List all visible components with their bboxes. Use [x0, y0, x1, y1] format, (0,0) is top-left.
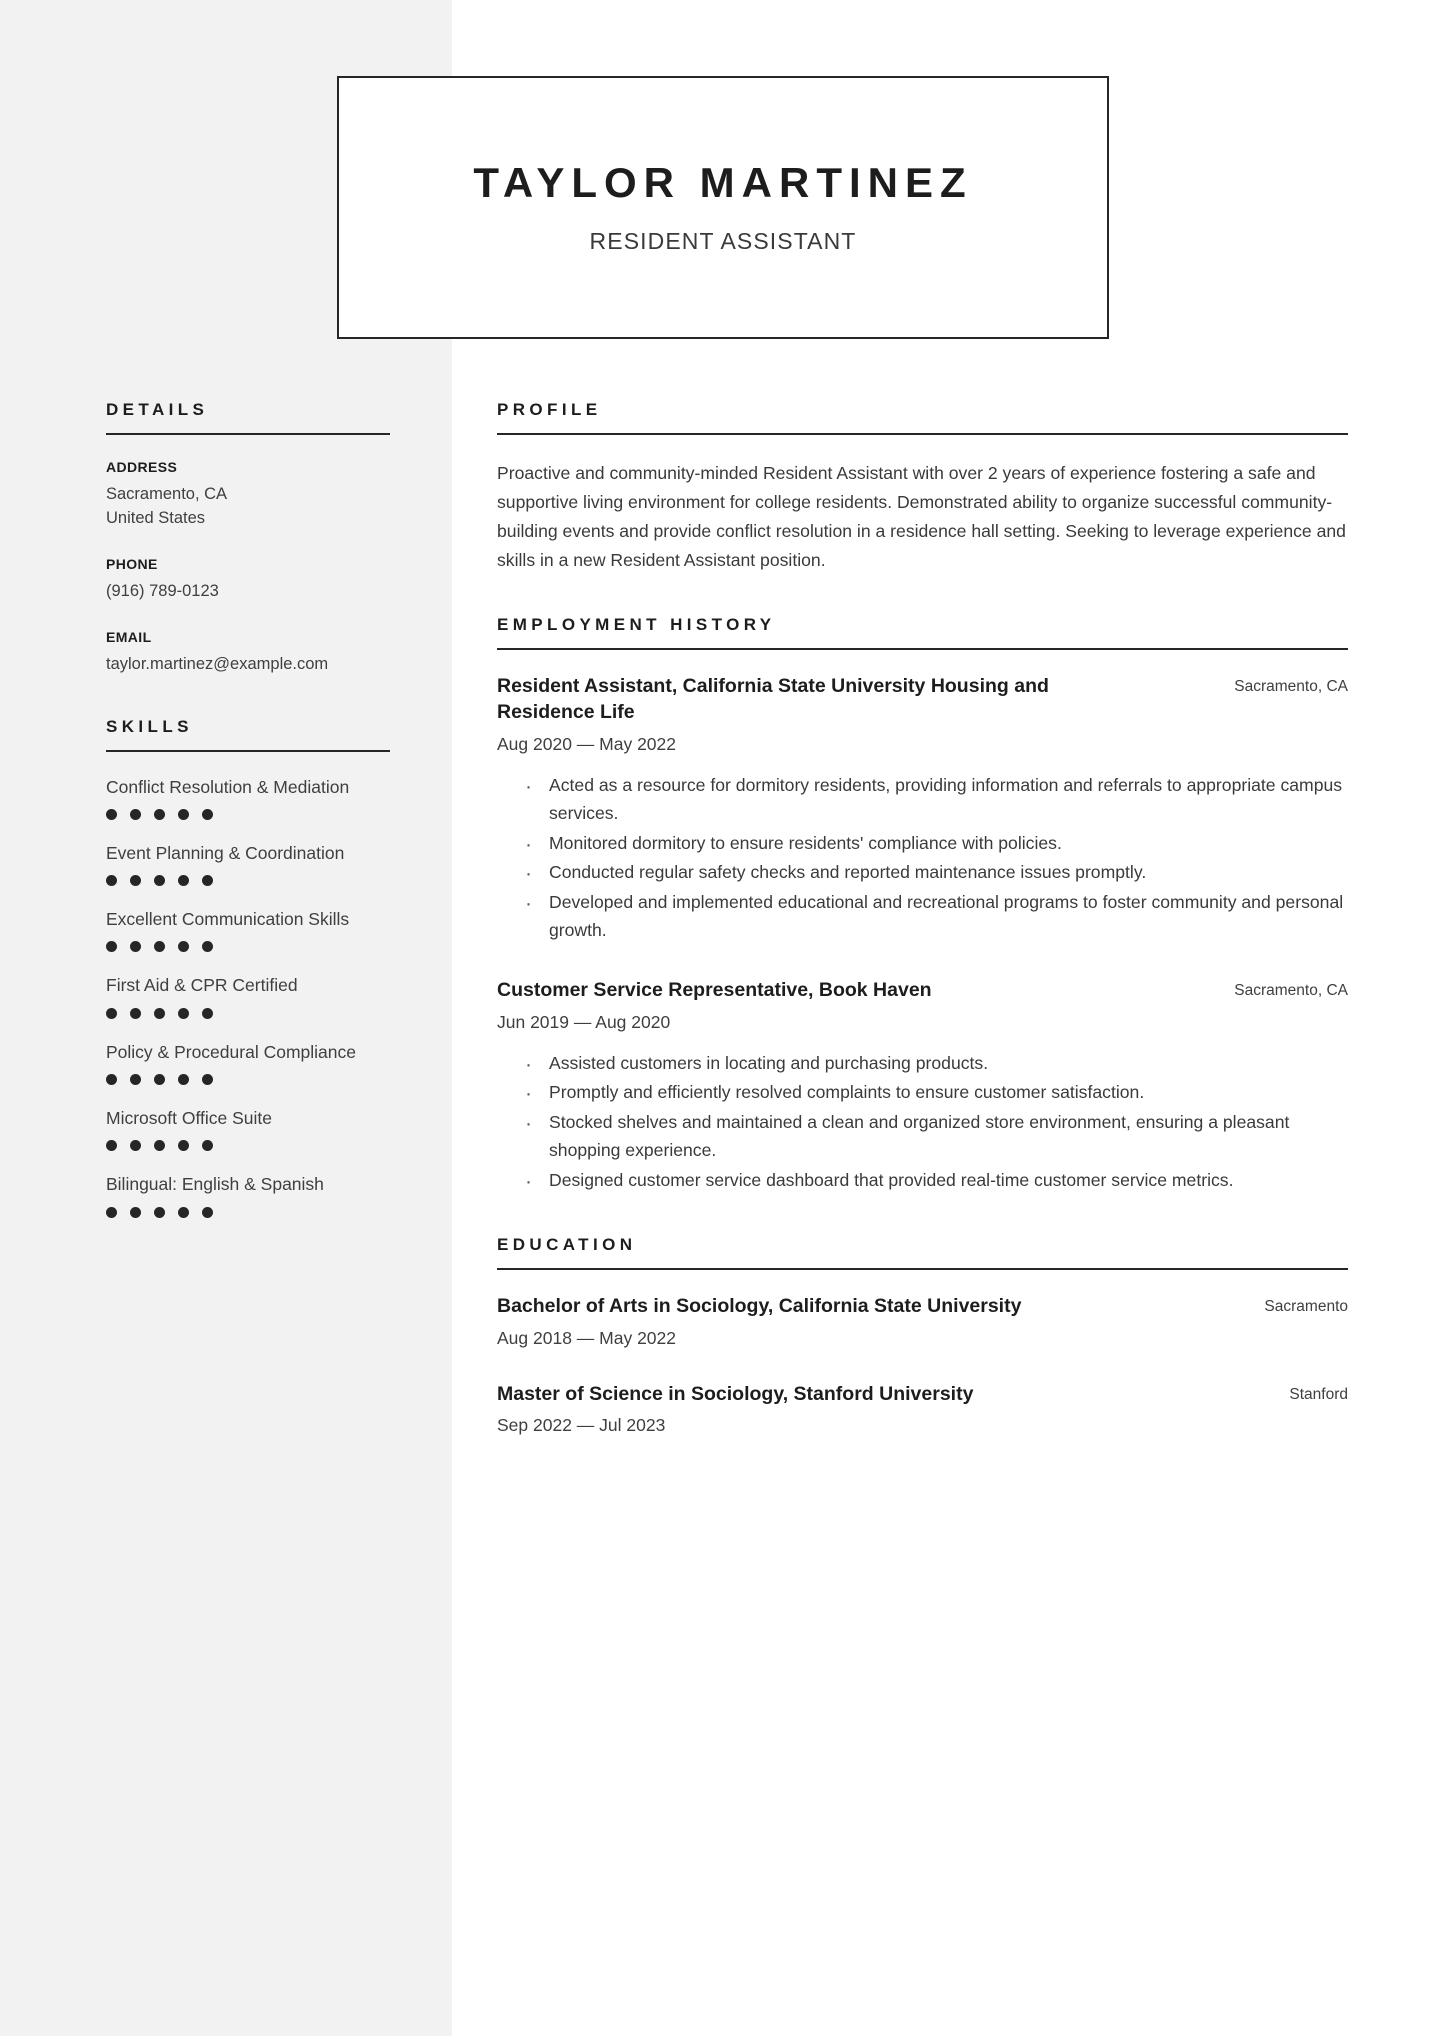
rating-dot-filled: [202, 875, 213, 886]
rating-dot-filled: [178, 1207, 189, 1218]
entry-dates: Aug 2018 — May 2022: [497, 1327, 677, 1348]
entry-title: Master of Science in Sociology, Stanford University: [497, 1382, 974, 1405]
entry-bullet: · Conducted regular safety checks and reported maintenance issues promptly.: [547, 859, 1348, 887]
skill-rating-dots: [106, 1140, 390, 1151]
rating-dot-filled: [178, 1140, 189, 1151]
employment-entry-list: [497, 674, 1348, 1195]
employment-section: [497, 615, 1348, 1195]
entry-bullet: · Acted as a resource for dormitory residents, providing information and referrals to appropriate campus services.: [547, 772, 1348, 828]
entry-header: [497, 1294, 1348, 1320]
profile-heading: PROFILE: [497, 400, 1348, 435]
rating-dot-filled: [154, 875, 165, 886]
rating-dot-filled: [154, 1140, 165, 1151]
entry-bullet: · Monitored dormitory to ensure residents' compliance with policies.: [547, 830, 1348, 858]
rating-dot-filled: [106, 1074, 117, 1085]
entry-dates: Aug 2020 — May 2022: [497, 733, 677, 754]
skill-name: Excellent Communication Skills: [106, 909, 350, 930]
education-section: [497, 1235, 1348, 1437]
skill-name: Conflict Resolution & Mediation: [106, 776, 350, 797]
skill-rating-dots: [106, 1207, 390, 1218]
rating-dot-filled: [130, 1074, 141, 1085]
entry-header: [497, 978, 1348, 1004]
detail-value: United States: [106, 508, 206, 527]
detail-value: (916) 789-0123: [106, 581, 219, 600]
entry-bullet: · Designed customer service dashboard that provided real-time customer service metrics.: [547, 1167, 1348, 1195]
entry-dates: Sep 2022 — Jul 2023: [497, 1415, 666, 1436]
rating-dot-filled: [106, 1207, 117, 1218]
skill-name: First Aid & CPR Certified: [106, 975, 298, 996]
education-heading: EDUCATION: [497, 1235, 1348, 1270]
skill-rating-dots: [106, 1074, 390, 1085]
rating-dot-filled: [154, 809, 165, 820]
rating-dot-filled: [130, 1008, 141, 1019]
rating-dot-filled: [154, 1008, 165, 1019]
entry-bullet-list: [497, 1050, 1348, 1195]
entry: [497, 1294, 1348, 1349]
rating-dot-filled: [130, 809, 141, 820]
profile-text: Proactive and community-minded Resident Assistant with over 2 years of experience fostering a safe and supportive living environment for college residents. Demonstrated ability to organize successful community-building events and provide conflict resolution in a residence hall setting. Seeking to leverage experience and skills in a new Resident Assistant position.: [497, 463, 1346, 571]
skill-name: Event Planning & Coordination: [106, 842, 345, 863]
rating-dot-filled: [202, 941, 213, 952]
skills-section: [106, 717, 390, 1218]
detail-label: PHONE: [106, 555, 158, 572]
detail-label: EMAIL: [106, 628, 152, 645]
entry-location: Stanford: [1289, 1385, 1348, 1403]
detail-label: ADDRESS: [106, 459, 178, 475]
skill-item: [106, 974, 390, 1018]
entry-location: Sacramento, CA: [1234, 678, 1348, 696]
skill-name: Microsoft Office Suite: [106, 1108, 272, 1129]
entry-bullet: · Developed and implemented educational and recreational programs to foster community and personal growth.: [547, 889, 1348, 945]
rating-dot-filled: [202, 1140, 213, 1151]
rating-dot-filled: [202, 1008, 213, 1019]
skill-rating-dots: [106, 1008, 390, 1019]
entry-header: [497, 674, 1348, 726]
page-title: TAYLOR MARTINEZ: [473, 159, 973, 207]
detail-value: taylor.martinez@example.com: [106, 654, 329, 673]
entry-bullet: · Stocked shelves and maintained a clean and organized store environment, ensuring a pleasant shopping experience.: [547, 1109, 1348, 1165]
rating-dot-filled: [130, 875, 141, 886]
entry-bullet: · Assisted customers in locating and purchasing products.: [547, 1050, 1348, 1078]
rating-dot-filled: [202, 1074, 213, 1085]
entry: [497, 978, 1348, 1195]
rating-dot-filled: [154, 1074, 165, 1085]
detail-group: [106, 459, 390, 531]
rating-dot-filled: [106, 1140, 117, 1151]
entry-title: Resident Assistant, California State University Housing and Residence Life: [497, 675, 1049, 723]
sidebar-column: [106, 400, 390, 1258]
rating-dot-filled: [106, 1008, 117, 1019]
skills-list: [106, 776, 390, 1218]
skill-item: [106, 1107, 390, 1151]
entry: [497, 674, 1348, 945]
entry-location: Sacramento, CA: [1234, 981, 1348, 999]
detail-value: Sacramento, CA: [106, 485, 228, 503]
entry-bullet: · Promptly and efficiently resolved complaints to ensure customer satisfaction.: [547, 1079, 1348, 1107]
details-heading: DETAILS: [106, 400, 390, 435]
skill-item: [106, 908, 390, 952]
rating-dot-filled: [106, 875, 117, 886]
header-name-box: [337, 76, 1109, 339]
rating-dot-filled: [202, 809, 213, 820]
entry-title: Bachelor of Arts in Sociology, California State University: [497, 1294, 1022, 1317]
header-job-title: RESIDENT ASSISTANT: [589, 227, 857, 254]
rating-dot-filled: [130, 941, 141, 952]
employment-heading: EMPLOYMENT HISTORY: [497, 615, 1348, 650]
rating-dot-filled: [106, 809, 117, 820]
skill-name: Policy & Procedural Compliance: [106, 1041, 356, 1062]
skill-rating-dots: [106, 809, 390, 820]
entry-dates: Jun 2019 — Aug 2020: [497, 1011, 671, 1032]
skill-item: [106, 1173, 390, 1217]
rating-dot-filled: [178, 875, 189, 886]
main-column: [497, 400, 1348, 1476]
rating-dot-filled: [154, 1207, 165, 1218]
rating-dot-filled: [130, 1207, 141, 1218]
rating-dot-filled: [202, 1207, 213, 1218]
skill-rating-dots: [106, 941, 390, 952]
details-section: [106, 400, 390, 677]
entry-header: [497, 1382, 1348, 1408]
entry-title: Customer Service Representative, Book Haven: [497, 978, 932, 1001]
details-group-list: [106, 459, 390, 677]
skill-item: [106, 776, 390, 820]
detail-group: [106, 629, 390, 677]
rating-dot-filled: [130, 1140, 141, 1151]
education-entry-list: [497, 1294, 1348, 1437]
skill-item: [106, 1041, 390, 1085]
rating-dot-filled: [178, 1008, 189, 1019]
rating-dot-filled: [154, 941, 165, 952]
entry-location: Sacramento: [1264, 1297, 1348, 1315]
rating-dot-filled: [178, 941, 189, 952]
skill-name: Bilingual: English & Spanish: [106, 1174, 324, 1195]
detail-group: [106, 556, 390, 604]
entry: [497, 1382, 1348, 1437]
profile-section: [497, 400, 1348, 575]
skill-item: [106, 842, 390, 886]
entry-bullet-list: [497, 772, 1348, 945]
skill-rating-dots: [106, 875, 390, 886]
skills-heading: SKILLS: [106, 717, 390, 752]
rating-dot-filled: [178, 1074, 189, 1085]
rating-dot-filled: [106, 941, 117, 952]
rating-dot-filled: [178, 809, 189, 820]
